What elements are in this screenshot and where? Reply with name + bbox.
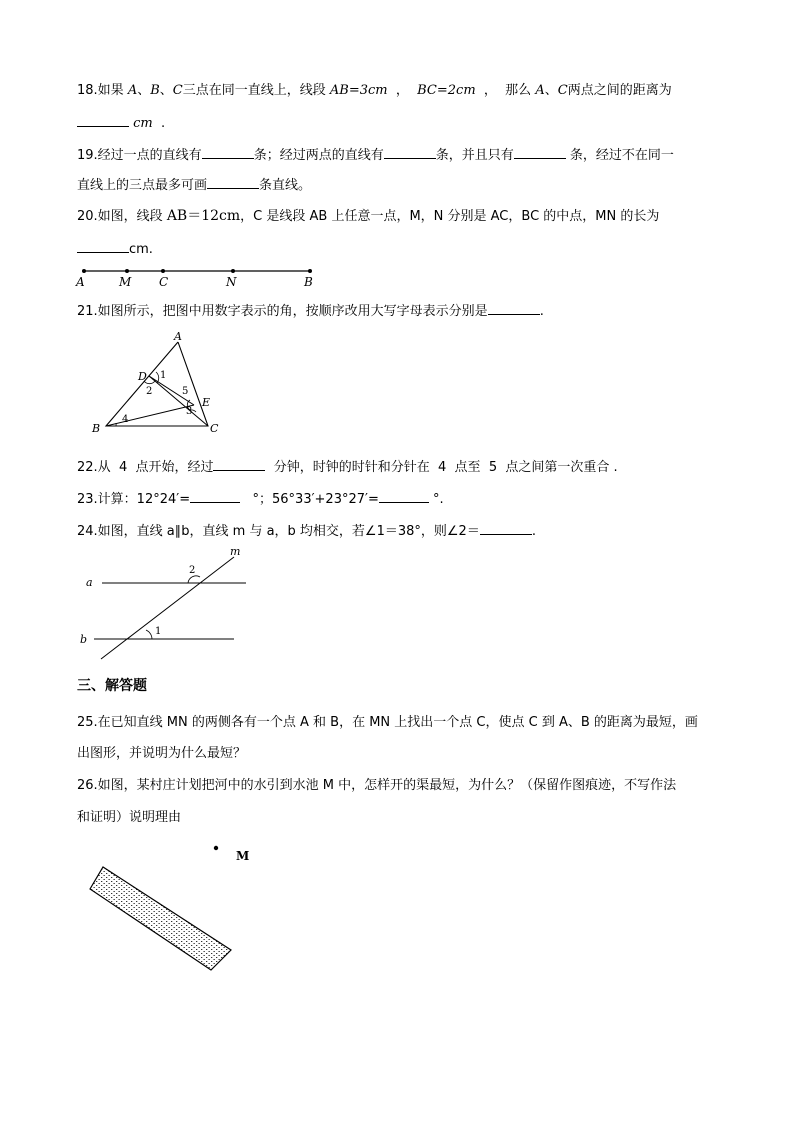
pool-point: [214, 846, 218, 850]
point-m: [125, 269, 129, 273]
question-24: 24.如图，直线 a∥b，直线 m 与 a，b 均相交，若∠1＝38°，则∠2＝ .: [77, 521, 536, 541]
section-heading: 三、解答题: [77, 678, 147, 694]
river-figure: [80, 840, 260, 975]
question-20-line2: cm.: [77, 239, 153, 259]
label-b: B: [304, 275, 313, 289]
question-20-line1: 20.如图，线段 AB＝12cm，C 是线段 AB 上任意一点，M，N 分别是 AC，BC 的中点，MN 的长为: [77, 208, 660, 224]
label-b: b: [80, 633, 88, 646]
question-26-line2: 和证明）说明理由: [77, 810, 182, 825]
label-d: D: [138, 370, 147, 383]
point-a: [82, 269, 86, 273]
answer-blank[interactable]: [480, 521, 532, 535]
label-b: B: [92, 422, 101, 435]
label-pool-m: M: [236, 849, 250, 863]
answer-blank[interactable]: [379, 489, 429, 503]
answer-blank[interactable]: [213, 457, 265, 471]
question-25-line2: 出图形，并说明为什么最短？: [77, 746, 247, 761]
label-angle-5: 5: [182, 386, 189, 397]
answer-blank[interactable]: [77, 113, 129, 127]
answer-blank[interactable]: [514, 145, 566, 159]
answer-blank[interactable]: [488, 301, 540, 315]
question-22: 22.从 4 点开始，经过 分钟，时钟的时针和分针在 4 点至 5 点之间第一次重合 .: [77, 457, 618, 477]
label-angle-4: 4: [122, 414, 129, 425]
question-18-line1: 18.如果 A、B、C三点在同一直线上，线段 AB=3cm ， BC=2cm ， 那么 A、C两点之间的距离为: [77, 83, 672, 98]
answer-blank[interactable]: [207, 175, 259, 189]
point-b: [308, 269, 312, 273]
label-c: C: [159, 275, 169, 289]
answer-blank[interactable]: [384, 145, 436, 159]
label-c: C: [210, 422, 219, 435]
question-23: 23.计算：12°24′= °；56°33′+23°27′= °.: [77, 489, 444, 509]
segment-figure: [76, 262, 316, 292]
question-18-line2: cm .: [77, 113, 165, 133]
question-19-line2: 直线上的三点最多可画 条直线。: [77, 175, 311, 195]
answer-blank[interactable]: [77, 239, 129, 253]
river: [90, 867, 231, 970]
label-a: A: [76, 275, 85, 289]
label-angle-1: 1: [160, 370, 167, 381]
question-21: 21.如图所示，把图中用数字表示的角，按顺序改用大写字母表示分别是 .: [77, 301, 544, 321]
label-e: E: [202, 396, 211, 409]
point-c: [161, 269, 165, 273]
label-angle-1: 1: [155, 626, 162, 637]
label-angle-3: 3: [186, 406, 193, 417]
label-a: A: [174, 330, 182, 343]
label-a: a: [86, 576, 93, 589]
answer-blank[interactable]: [202, 145, 254, 159]
label-n: N: [226, 275, 237, 289]
question-19-line1: 19.经过一点的直线有 条；经过两点的直线有 条，并且只有 条，经过不在同一: [77, 145, 674, 165]
point-n: [231, 269, 235, 273]
label-m: M: [119, 275, 132, 289]
label-angle-2: 2: [189, 565, 196, 576]
triangle-figure: [86, 332, 236, 437]
label-angle-2: 2: [146, 386, 153, 397]
answer-blank[interactable]: [190, 489, 240, 503]
parallel-lines-figure: [80, 545, 254, 663]
label-m: m: [230, 545, 241, 558]
question-26-line1: 26.如图，某村庄计划把河中的水引到水池 M 中，怎样开的渠最短，为什么？（保留作图痕迹，不写作法: [77, 778, 677, 793]
question-25-line1: 25.在已知直线 MN 的两侧各有一个点 A 和 B，在 MN 上找出一个点 C，使点 C 到 A、B 的距离为最短，画: [77, 715, 698, 730]
